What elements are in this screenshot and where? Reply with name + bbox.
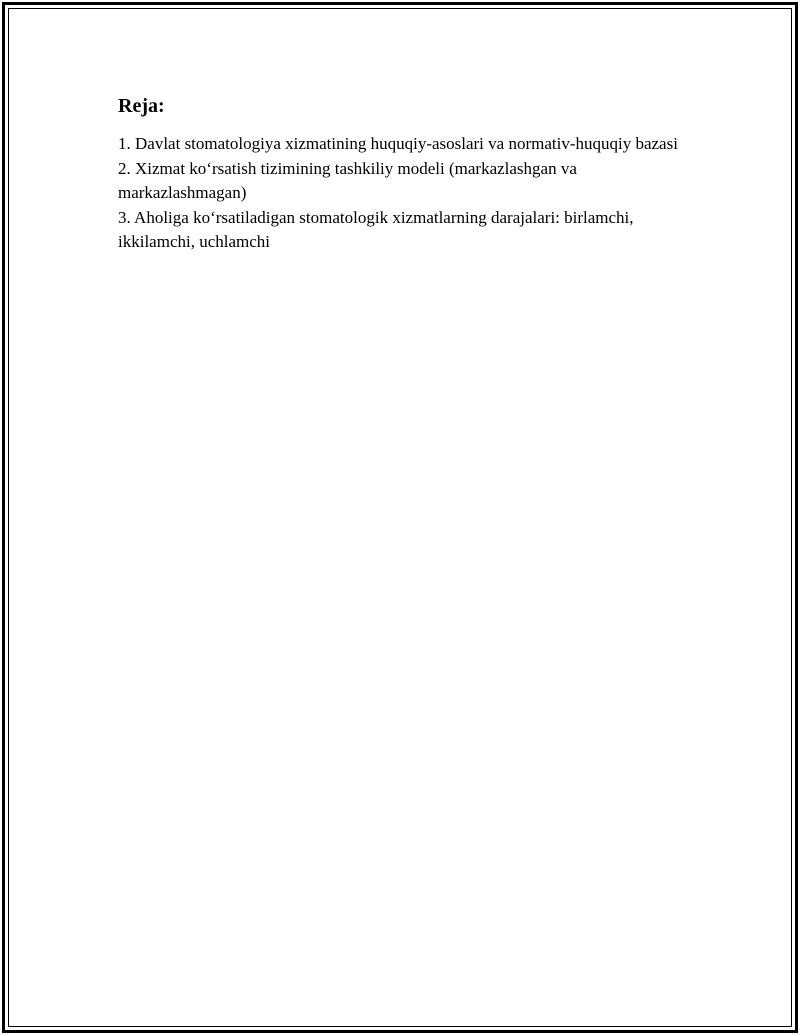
plan-item-1: 1. Davlat stomatologiya xizmatining huquqiy-asoslari va normativ-huquqiy bazasi bbox=[118, 134, 678, 153]
plan-heading: Reja: bbox=[118, 95, 165, 117]
plan-item-3: 3. Aholiga ko‘rsatiladigan stomatologik xizmatlarning darajalari: birlamchi, ikkilamchi, uchlamchi bbox=[118, 207, 634, 251]
plan-item-2: 2. Xizmat ko‘rsatish tizimining tashkiliy modeli (markazlashgan va markazlashmagan) bbox=[118, 158, 577, 202]
page-content bbox=[118, 92, 688, 255]
plan-list bbox=[118, 132, 688, 255]
